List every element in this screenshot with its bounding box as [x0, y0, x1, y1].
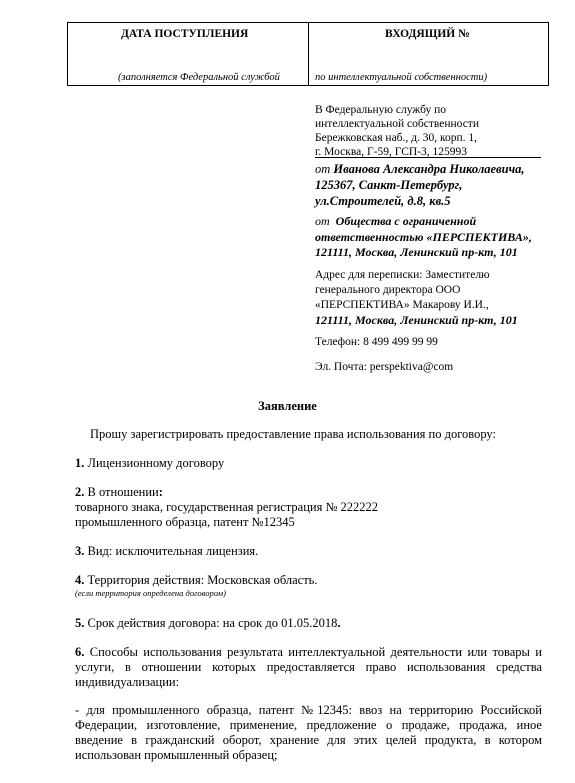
item-6 — [75, 645, 542, 690]
email-line: Эл. Почта: perspektiva@com — [315, 361, 454, 373]
item-1 — [75, 456, 542, 471]
item-4-note: (если территория определена договором) — [75, 588, 226, 598]
item-3 — [75, 544, 542, 559]
item-2-design-patent: промышленного образца, патент №12345 — [75, 515, 295, 529]
item-4 — [75, 573, 542, 599]
addressee-line: г. Москва, Г-59, ГСП-3, 125993 — [315, 146, 467, 158]
header-column-divider — [308, 23, 309, 85]
item-1-text: Лицензионному договору — [87, 456, 225, 470]
person-address-street: ул.Строителей, д.8, кв.5 — [315, 194, 451, 208]
item-number: 2. — [75, 485, 85, 499]
addressee-line: интеллектуальной собственности — [315, 118, 479, 130]
addressee-block — [315, 103, 479, 159]
applicant-company-block — [315, 214, 532, 261]
item-2-text: В отношении — [87, 485, 159, 499]
item-6-detail: - для промышленного образца, патент №12345: ввоз на территорию Российской Федерации, изготовление, применение, предложение о продаже, продажа, иное введение в гражданский оборот, хранение для этих целей продукта, в котором использован промышленный образец; — [75, 703, 542, 762]
company-name-cont: ответственностью «ПЕРСПЕКТИВА», — [315, 229, 532, 244]
incoming-number-heading: ВХОДЯЩИЙ № — [385, 28, 470, 40]
correspondence-line: Адрес для переписки: Заместителю — [315, 269, 490, 281]
item-3-text: Вид: исключительная лицензия. — [87, 544, 259, 558]
person-name: Иванова Александра Николаевича, — [333, 162, 525, 176]
item-2 — [75, 485, 542, 530]
correspondence-block — [315, 268, 518, 328]
document-title: Заявление — [258, 399, 317, 413]
item-2-trademark: товарного знака, государственная регистрация № 222222 — [75, 500, 379, 514]
header-note-left: (заполняется Федеральной службой — [118, 72, 280, 83]
item-number: 1. — [75, 456, 85, 470]
item-number: 3. — [75, 544, 85, 558]
correspondence-line: «ПЕРСПЕКТИВА» Макарову И.И., — [315, 299, 489, 311]
from-prefix: от — [315, 162, 331, 176]
item-6-text: Способы использования результата интеллектуальной деятельности или товары и услуги, в отношении которых предоставляется право использования средства индивидуализации: — [75, 645, 542, 689]
intro-paragraph: Прошу зарегистрировать предоставление права использования по договору: — [90, 427, 496, 441]
item-number: 4. — [75, 573, 85, 587]
phone-line: Телефон: 8 499 499 99 99 — [315, 336, 438, 348]
person-address-city: 125367, Санкт-Петербург, — [315, 178, 463, 192]
item-number: 5. — [75, 616, 85, 630]
item-5-dot: . — [337, 616, 341, 630]
company-name: Общества с ограниченной — [335, 214, 477, 228]
correspondence-line: генерального директора ООО — [315, 284, 461, 296]
addressee-line: Бережковская наб., д. 30, корп. 1, — [315, 132, 478, 144]
item-5 — [75, 616, 542, 631]
registration-header-table — [67, 22, 549, 86]
from-prefix: от — [315, 214, 330, 228]
correspondence-address: 121111, Москва, Ленинский пр-кт, 101 — [315, 313, 518, 327]
item-number: 6. — [75, 645, 85, 659]
applicant-person-block — [315, 161, 525, 209]
received-date-heading: ДАТА ПОСТУПЛЕНИЯ — [121, 28, 249, 40]
header-note-right: по интеллектуальной собственности) — [315, 72, 488, 83]
item-4-text: Территория действия: Московская область. — [87, 573, 318, 587]
item-5-text: Срок действия договора: на срок до 01.05.2018 — [87, 616, 338, 630]
address-separator-line — [315, 157, 541, 158]
item-2-colon: : — [158, 485, 163, 499]
addressee-line: В Федеральную службу по — [315, 104, 447, 116]
company-address: 121111, Москва, Ленинский пр-кт, 101 — [315, 245, 518, 259]
